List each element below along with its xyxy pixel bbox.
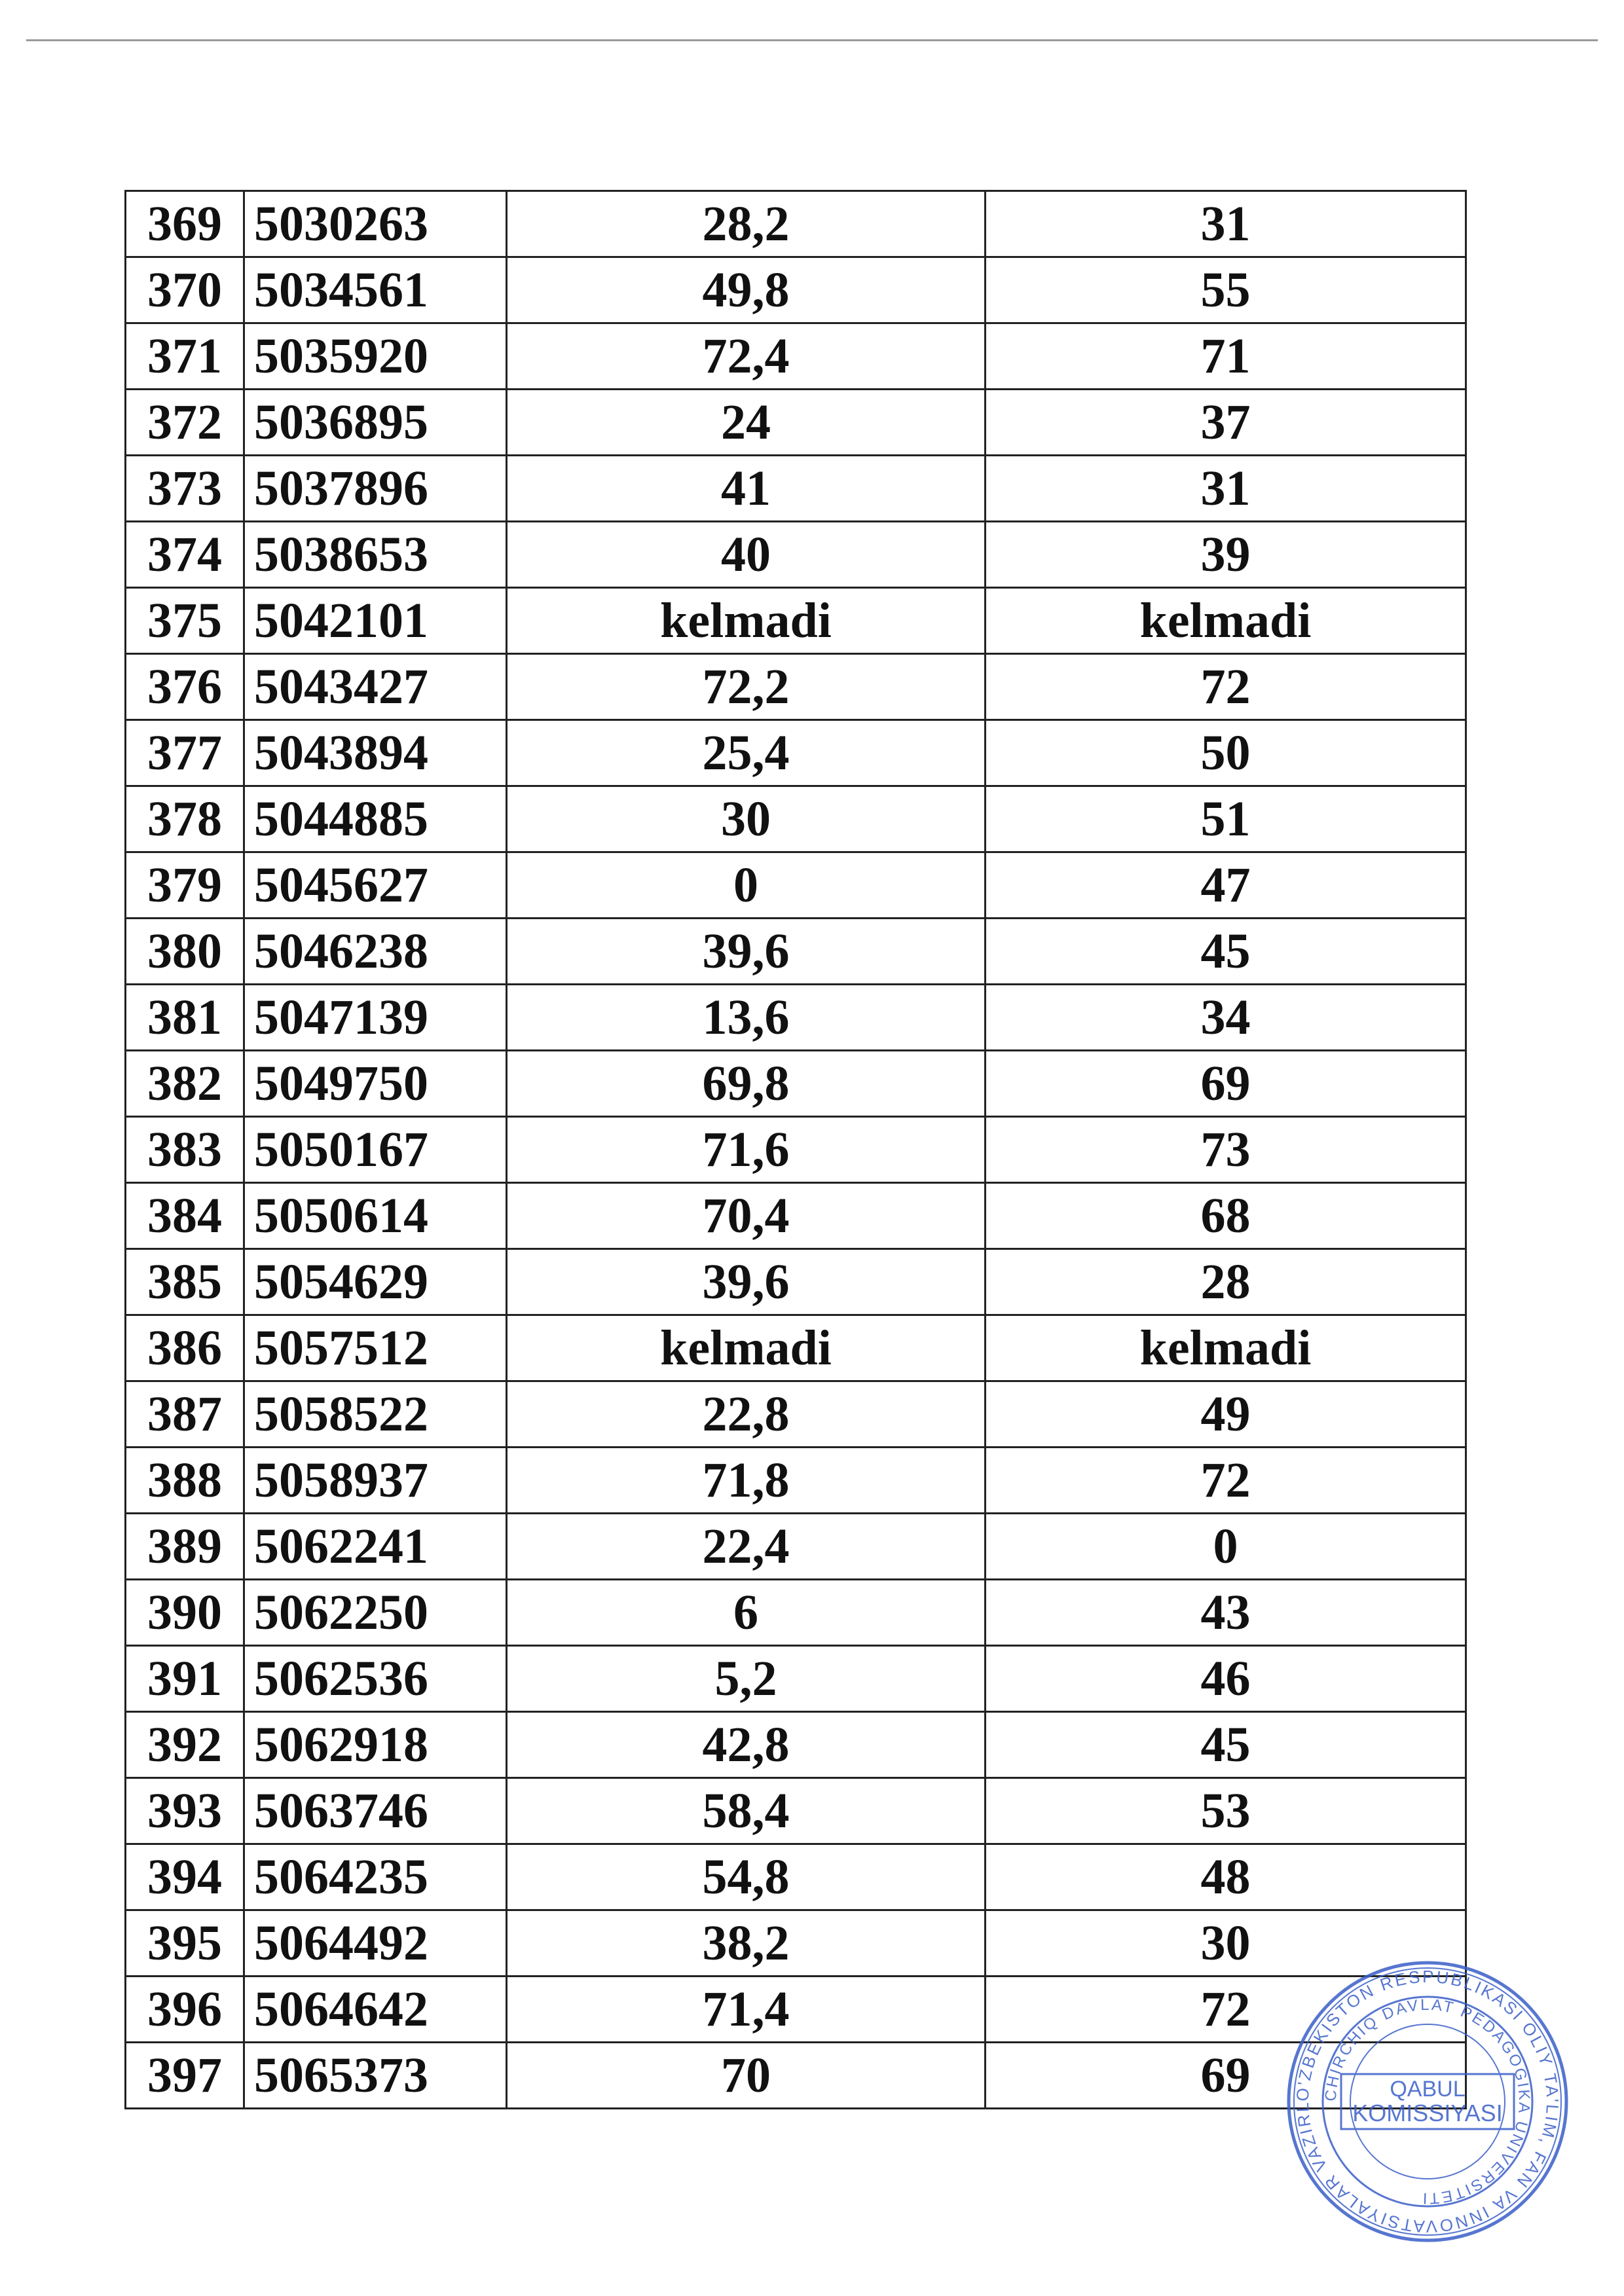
score-first: kelmadi [507, 1315, 986, 1381]
score-first: kelmadi [507, 588, 986, 654]
score-second: 0 [986, 1514, 1466, 1580]
score-second: kelmadi [986, 588, 1466, 654]
row-number: 381 [126, 985, 244, 1051]
table-row [126, 852, 1466, 919]
applicant-id: 5050167 [244, 1117, 507, 1183]
score-second: 72 [986, 1977, 1466, 2043]
stamp-center-bottom: KOMISSIYASI [1352, 2100, 1503, 2126]
table-row [126, 720, 1466, 786]
applicant-id: 5034561 [244, 257, 507, 323]
score-second: 28 [986, 1249, 1466, 1315]
score-second: 30 [986, 1910, 1466, 1977]
table-row [126, 191, 1466, 257]
row-number: 378 [126, 786, 244, 852]
table-row [126, 1580, 1466, 1646]
score-first: 71,6 [507, 1117, 986, 1183]
row-number: 394 [126, 1844, 244, 1910]
score-first: 70,4 [507, 1183, 986, 1249]
applicant-id: 5062250 [244, 1580, 507, 1646]
applicant-id: 5062241 [244, 1514, 507, 1580]
row-number: 396 [126, 1977, 244, 2043]
table-row [126, 456, 1466, 522]
row-number: 386 [126, 1315, 244, 1381]
score-second: 43 [986, 1580, 1466, 1646]
score-first: 22,8 [507, 1381, 986, 1448]
score-first: 71,4 [507, 1977, 986, 2043]
score-second: 72 [986, 1448, 1466, 1514]
score-first: 30 [507, 786, 986, 852]
row-number: 393 [126, 1778, 244, 1844]
row-number: 380 [126, 919, 244, 985]
score-second: 31 [986, 191, 1466, 257]
applicant-id: 5044885 [244, 786, 507, 852]
stamp-center-top: QABUL [1390, 2077, 1466, 2102]
row-number: 395 [126, 1910, 244, 1977]
row-number: 384 [126, 1183, 244, 1249]
row-number: 390 [126, 1580, 244, 1646]
score-second: 72 [986, 654, 1466, 720]
score-second: 46 [986, 1646, 1466, 1712]
applicant-id: 5058522 [244, 1381, 507, 1448]
row-number: 377 [126, 720, 244, 786]
table-row [126, 1315, 1466, 1381]
table-row [126, 1712, 1466, 1778]
score-second: 37 [986, 390, 1466, 456]
applicant-id: 5049750 [244, 1051, 507, 1117]
applicant-id: 5042101 [244, 588, 507, 654]
applicant-id: 5036895 [244, 390, 507, 456]
applicant-id: 5047139 [244, 985, 507, 1051]
applicant-id: 5038653 [244, 522, 507, 588]
table-row [126, 919, 1466, 985]
score-first: 6 [507, 1580, 986, 1646]
score-first: 70 [507, 2043, 986, 2109]
score-first: 24 [507, 390, 986, 456]
stamp-seal-icon [1283, 1958, 1572, 2246]
applicant-id: 5050614 [244, 1183, 507, 1249]
score-first: 0 [507, 852, 986, 919]
applicant-id: 5062918 [244, 1712, 507, 1778]
score-first: 41 [507, 456, 986, 522]
score-first: 39,6 [507, 1249, 986, 1315]
row-number: 397 [126, 2043, 244, 2109]
score-first: 69,8 [507, 1051, 986, 1117]
table-row [126, 1977, 1466, 2043]
applicant-id: 5065373 [244, 2043, 507, 2109]
row-number: 375 [126, 588, 244, 654]
score-second: 53 [986, 1778, 1466, 1844]
score-second: 55 [986, 257, 1466, 323]
applicant-id: 5035920 [244, 323, 507, 390]
score-first: 72,4 [507, 323, 986, 390]
table-row [126, 1117, 1466, 1183]
row-number: 391 [126, 1646, 244, 1712]
row-number: 376 [126, 654, 244, 720]
score-second: 69 [986, 2043, 1466, 2109]
table-row [126, 1778, 1466, 1844]
row-number: 372 [126, 390, 244, 456]
table-row [126, 588, 1466, 654]
score-first: 39,6 [507, 919, 986, 985]
row-number: 379 [126, 852, 244, 919]
table-row [126, 1910, 1466, 1977]
applicant-id: 5045627 [244, 852, 507, 919]
score-first: 71,8 [507, 1448, 986, 1514]
score-second: 49 [986, 1381, 1466, 1448]
stamp-ring-text: O'ZBEKISTON RESPUBLIKASI OLIY TA'LIM, FAN VA INNOVATSIYALAR VAZIRL [1292, 1966, 1563, 2237]
score-second: 51 [986, 786, 1466, 852]
table-row [126, 1249, 1466, 1315]
table-row [126, 1448, 1466, 1514]
applicant-id: 5064642 [244, 1977, 507, 2043]
score-second: 31 [986, 456, 1466, 522]
applicant-id: 5030263 [244, 191, 507, 257]
scores-table-body [126, 191, 1466, 2109]
score-first: 58,4 [507, 1778, 986, 1844]
top-rule [26, 39, 1598, 41]
row-number: 374 [126, 522, 244, 588]
applicant-id: 5057512 [244, 1315, 507, 1381]
table-row [126, 654, 1466, 720]
admission-commission-stamp [1283, 1958, 1572, 2246]
row-number: 373 [126, 456, 244, 522]
score-second: 71 [986, 323, 1466, 390]
score-second: 45 [986, 1712, 1466, 1778]
table-row [126, 2043, 1466, 2109]
table-row [126, 1646, 1466, 1712]
score-second: 69 [986, 1051, 1466, 1117]
row-number: 369 [126, 191, 244, 257]
table-row [126, 390, 1466, 456]
score-second: 39 [986, 522, 1466, 588]
table-row [126, 786, 1466, 852]
row-number: 383 [126, 1117, 244, 1183]
score-second: 47 [986, 852, 1466, 919]
score-first: 22,4 [507, 1514, 986, 1580]
applicant-id: 5063746 [244, 1778, 507, 1844]
score-second: 45 [986, 919, 1466, 985]
score-second: 50 [986, 720, 1466, 786]
table-row [126, 257, 1466, 323]
table-row [126, 323, 1466, 390]
row-number: 385 [126, 1249, 244, 1315]
score-first: 25,4 [507, 720, 986, 786]
row-number: 370 [126, 257, 244, 323]
score-first: 13,6 [507, 985, 986, 1051]
applicant-id: 5058937 [244, 1448, 507, 1514]
score-first: 72,2 [507, 654, 986, 720]
score-second: kelmadi [986, 1315, 1466, 1381]
applicant-id: 5043427 [244, 654, 507, 720]
table-row [126, 985, 1466, 1051]
row-number: 388 [126, 1448, 244, 1514]
applicant-id: 5037896 [244, 456, 507, 522]
applicant-id: 5064235 [244, 1844, 507, 1910]
row-number: 371 [126, 323, 244, 390]
row-number: 392 [126, 1712, 244, 1778]
applicant-id: 5054629 [244, 1249, 507, 1315]
applicant-id: 5043894 [244, 720, 507, 786]
score-first: 38,2 [507, 1910, 986, 1977]
score-first: 40 [507, 522, 986, 588]
table-row [126, 1844, 1466, 1910]
applicant-id: 5062536 [244, 1646, 507, 1712]
row-number: 382 [126, 1051, 244, 1117]
table-row [126, 1183, 1466, 1249]
table-row [126, 1051, 1466, 1117]
score-second: 68 [986, 1183, 1466, 1249]
score-first: 28,2 [507, 191, 986, 257]
table-row [126, 1514, 1466, 1580]
score-first: 42,8 [507, 1712, 986, 1778]
score-first: 5,2 [507, 1646, 986, 1712]
score-second: 48 [986, 1844, 1466, 1910]
score-first: 49,8 [507, 257, 986, 323]
score-first: 54,8 [507, 1844, 986, 1910]
applicant-id: 5046238 [244, 919, 507, 985]
applicant-id: 5064492 [244, 1910, 507, 1977]
row-number: 389 [126, 1514, 244, 1580]
row-number: 387 [126, 1381, 244, 1448]
score-second: 73 [986, 1117, 1466, 1183]
scores-table [124, 190, 1467, 2109]
score-second: 34 [986, 985, 1466, 1051]
table-row [126, 522, 1466, 588]
stamp-inner-ring-text: CHIRCHIQ DAVLAT PEDAGOGIKA UNIVERSITETI [1321, 1995, 1534, 2208]
table-row [126, 1381, 1466, 1448]
